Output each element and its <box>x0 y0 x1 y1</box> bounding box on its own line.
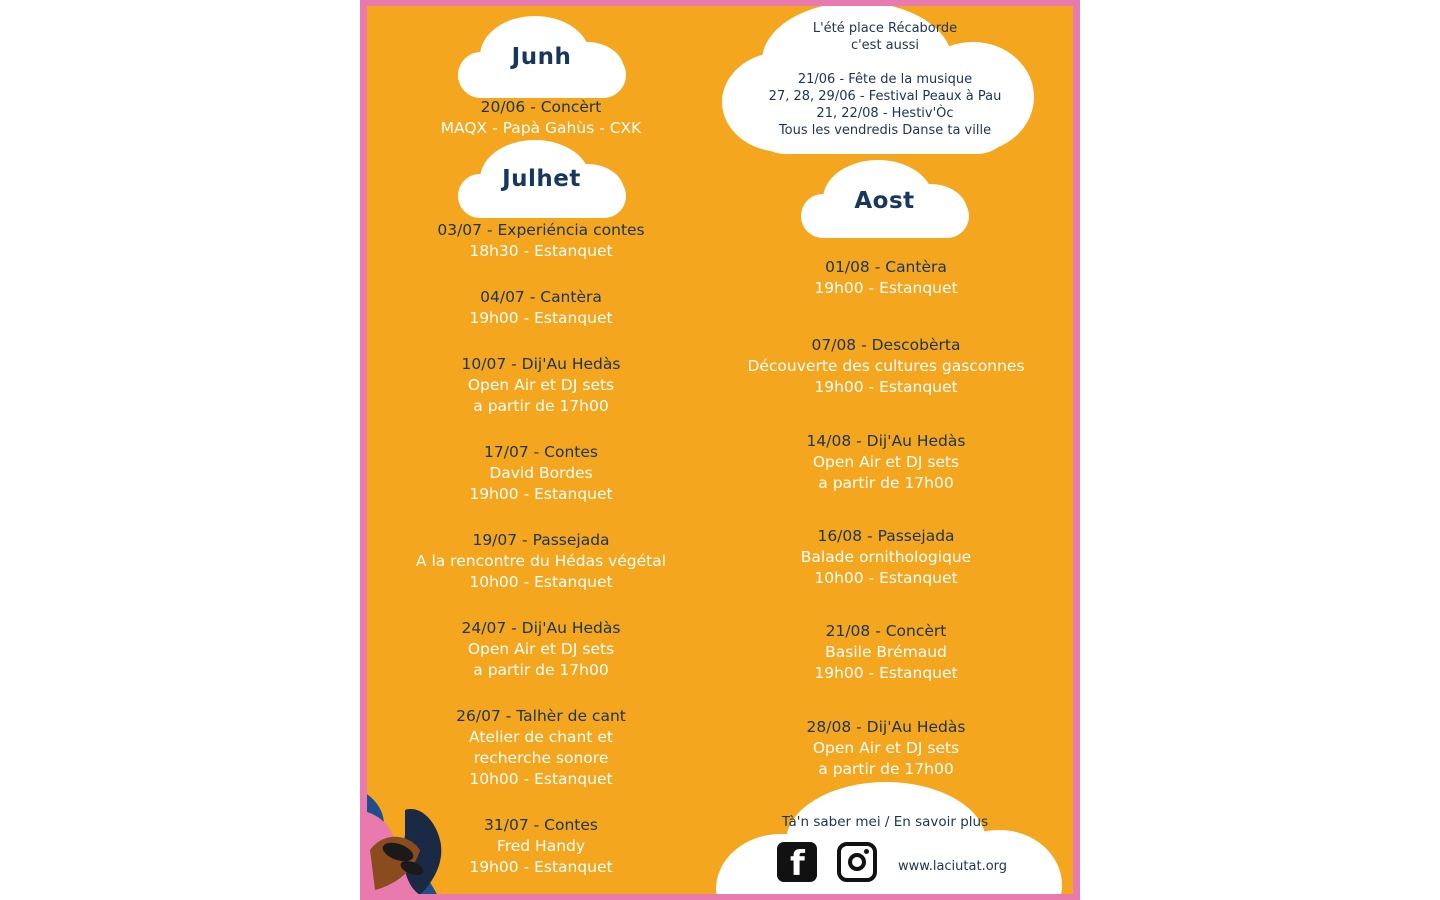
month-august-heading: Aost <box>854 188 915 214</box>
event-detail: a partir de 17h00 <box>473 661 609 679</box>
event-detail: 18h30 - Estanquet <box>469 242 613 260</box>
event-august-2 <box>706 335 1066 398</box>
event-title: 31/07 - Contes <box>484 816 598 834</box>
event-title: 07/08 - Descobèrta <box>811 336 961 354</box>
event-detail: 19h00 - Estanquet <box>814 378 958 396</box>
event-detail: a partir de 17h00 <box>818 760 954 778</box>
event-detail: 19h00 - Estanquet <box>814 279 958 297</box>
event-july-2 <box>361 287 721 329</box>
event-poster <box>360 0 1080 900</box>
month-june-heading: Junh <box>511 44 572 70</box>
event-august-3 <box>706 431 1066 494</box>
event-july-4 <box>361 442 721 505</box>
event-detail: Open Air et DJ sets <box>467 640 615 658</box>
event-detail: 19h00 - Estanquet <box>469 309 613 327</box>
instagram-icon[interactable] <box>837 842 877 882</box>
decorative-illustration <box>360 790 490 900</box>
month-july-heading: Julhet <box>502 166 581 192</box>
event-july-6 <box>361 618 721 681</box>
event-title: 16/08 - Passejada <box>817 527 955 545</box>
event-july-3 <box>361 354 721 417</box>
cloud-footer <box>716 782 1062 900</box>
event-title: 21/08 - Concèrt <box>825 622 947 640</box>
event-detail: 19h00 - Estanquet <box>469 485 613 503</box>
event-detail: Balade ornithologique <box>800 548 972 566</box>
event-detail: MAQX - Papà Gahùs - CXK <box>440 119 642 137</box>
also-item: 21, 22/08 - Hestiv'Òc <box>816 106 954 121</box>
event-detail: Fred Handy <box>496 837 586 855</box>
event-detail: A la rencontre du Hédas végétal <box>415 552 667 570</box>
event-title: 10/07 - Dij'Au Hedàs <box>461 355 621 373</box>
event-detail: Basile Brémaud <box>825 643 947 661</box>
also-item: Tous les vendredis Danse ta ville <box>778 123 992 138</box>
event-detail: Atelier de chant et <box>469 728 613 746</box>
event-june-1 <box>361 97 721 139</box>
also-box <box>720 20 1050 139</box>
event-title: 28/08 - Dij'Au Hedàs <box>806 718 966 736</box>
more-info-label: Tà'n saber mei / En savoir plus <box>781 814 989 830</box>
event-title: 14/08 - Dij'Au Hedàs <box>806 432 966 450</box>
event-july-1 <box>361 220 721 262</box>
also-title-line-2: c'est aussi <box>850 38 920 53</box>
event-detail: 10h00 - Estanquet <box>469 573 613 591</box>
event-detail: Open Air et DJ sets <box>467 376 615 394</box>
event-title: 24/07 - Dij'Au Hedàs <box>461 619 621 637</box>
event-july-5 <box>361 530 721 593</box>
event-title: 03/07 - Experiéncia contes <box>437 221 645 239</box>
event-detail: a partir de 17h00 <box>473 397 609 415</box>
event-detail: 19h00 - Estanquet <box>469 858 613 876</box>
event-detail: 19h00 - Estanquet <box>814 664 958 682</box>
event-title: 17/07 - Contes <box>484 443 598 461</box>
also-item: 27, 28, 29/06 - Festival Peaux à Pau <box>768 89 1002 104</box>
also-title-line-1: L'été place Récaborde <box>812 21 958 36</box>
event-august-4 <box>706 526 1066 589</box>
event-detail: 10h00 - Estanquet <box>814 569 958 587</box>
event-detail: a partir de 17h00 <box>818 474 954 492</box>
event-detail: Découverte des cultures gasconnes <box>747 357 1025 375</box>
event-august-6 <box>706 717 1066 780</box>
website-link[interactable]: www.laciutat.org <box>898 859 1008 874</box>
event-july-7 <box>361 706 721 790</box>
event-august-5 <box>706 621 1066 684</box>
event-detail: 10h00 - Estanquet <box>469 770 613 788</box>
event-title: 01/08 - Cantèra <box>825 258 947 276</box>
event-detail: Open Air et DJ sets <box>812 739 960 757</box>
event-detail: recherche sonore <box>473 749 609 767</box>
event-title: 26/07 - Talhèr de cant <box>456 707 626 725</box>
facebook-icon[interactable]: f <box>777 842 817 882</box>
event-detail: Open Air et DJ sets <box>812 453 960 471</box>
event-title: 04/07 - Cantèra <box>480 288 602 306</box>
event-title: 19/07 - Passejada <box>472 531 610 549</box>
event-title: 20/06 - Concèrt <box>480 98 602 116</box>
event-detail: David Bordes <box>489 464 593 482</box>
event-august-1 <box>706 257 1066 299</box>
also-item: 21/06 - Fête de la musique <box>797 72 973 87</box>
